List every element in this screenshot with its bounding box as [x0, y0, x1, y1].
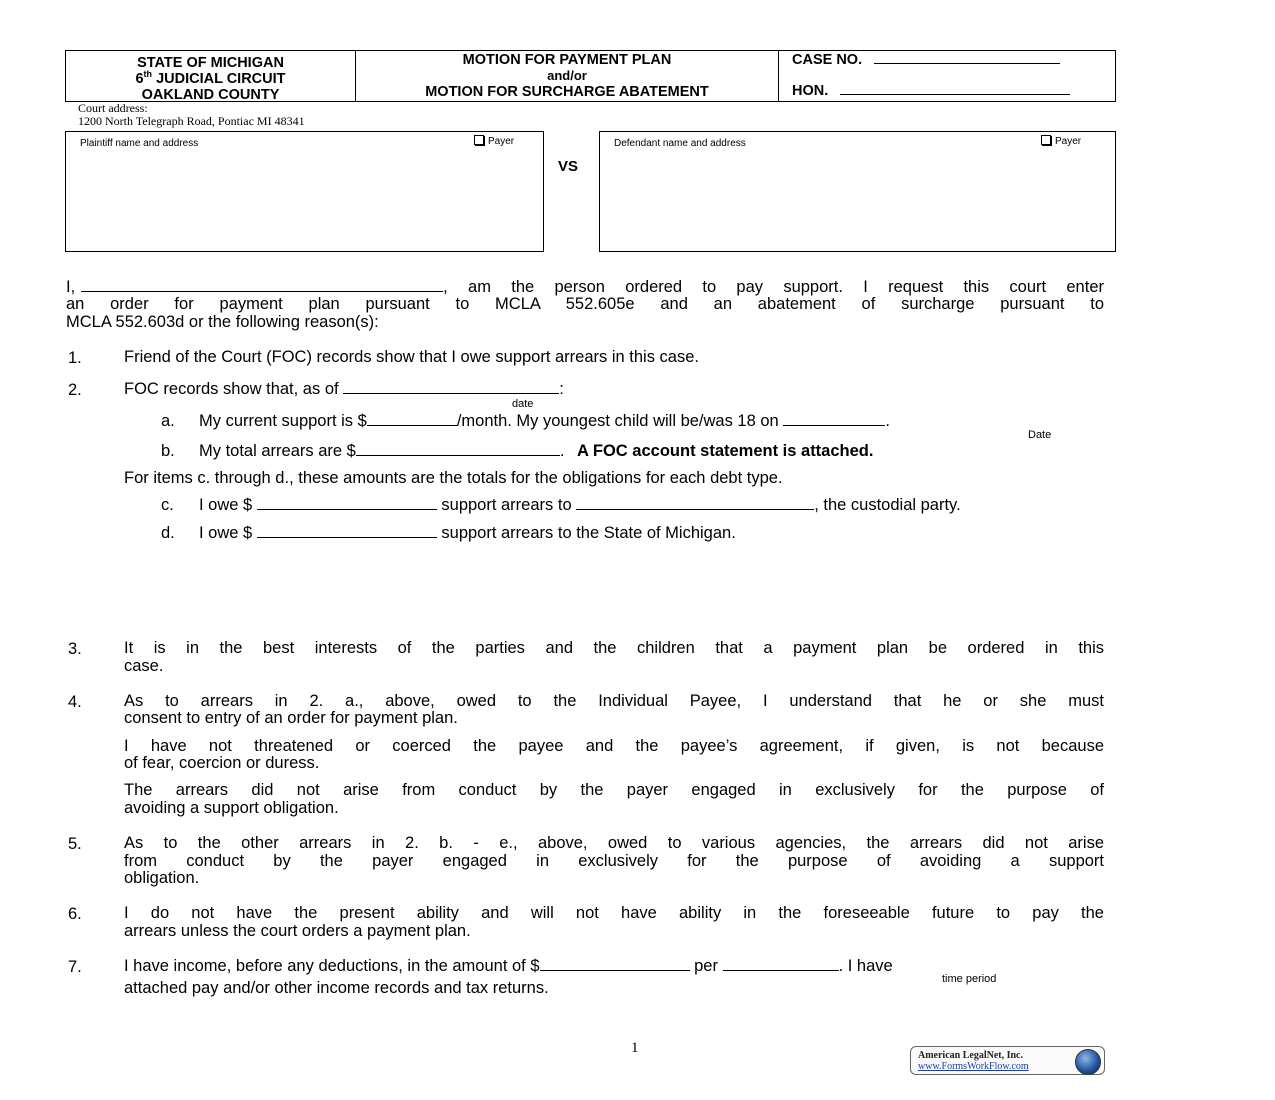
intro-line1: I, , am the person ordered to pay support. I request this court enter	[66, 278, 1104, 296]
item-4-p2-line1: I have not threatened or coerced the payee and the payee’s agreement, if given, is not because	[124, 737, 1104, 755]
county-name: OAKLAND COUNTY	[141, 87, 280, 103]
plaintiff-box[interactable]	[65, 131, 544, 252]
publisher-badge[interactable]	[910, 1046, 1105, 1075]
custodial-party-field[interactable]	[576, 497, 814, 510]
state-arrears-amount-field[interactable]	[257, 525, 437, 538]
publisher-name: American LegalNet, Inc.	[918, 1050, 1023, 1061]
plaintiff-label: Plaintiff name and address	[80, 138, 199, 149]
item-4-p3-line2: avoiding a support obligation.	[124, 799, 339, 817]
total-arrears-field[interactable]	[356, 443, 560, 456]
item-2a-text: My current support is $ /month. My youngest child will be/was 18 on .	[199, 412, 890, 430]
hon-field[interactable]	[840, 82, 1070, 95]
plaintiff-payer	[474, 135, 514, 147]
plaintiff-payer-checkbox[interactable]	[474, 135, 484, 145]
item-4-p1-line1: As to arrears in 2. a., above, owed to the Individual Payee, I understand that he or she must	[124, 692, 1104, 710]
as-of-date-field[interactable]	[343, 381, 559, 394]
item-4-p2-line2: of fear, coercion or duress.	[124, 754, 320, 772]
item-2c-letter: c.	[161, 496, 174, 514]
form-title	[356, 51, 779, 101]
item-3-line2: case.	[124, 657, 164, 675]
item-2d-text: I owe $ support arrears to the State of Michigan.	[199, 524, 736, 542]
current-support-field[interactable]	[367, 413, 457, 426]
item-6-line2: arrears unless the court orders a payment plan.	[124, 922, 471, 940]
vs-label: VS	[558, 158, 579, 175]
item-3-number: 3.	[68, 640, 82, 658]
item-3-line1: It is in the best interests of the parties and the children that a payment plan be ordered in this	[124, 639, 1104, 657]
case-no-field[interactable]	[874, 51, 1060, 64]
defendant-payer	[1041, 135, 1081, 147]
item-7-number: 7.	[68, 958, 82, 976]
item-2c-text: I owe $ support arrears to , the custodial party.	[199, 496, 961, 514]
header-table	[65, 50, 1116, 102]
case-no-row	[792, 51, 1060, 68]
date-caption: date	[512, 398, 534, 410]
intro-line2: an order for payment plan pursuant to MCLA 552.605e and an abatement of surcharge pursuant to	[66, 295, 1104, 313]
defendant-payer-checkbox[interactable]	[1041, 135, 1051, 145]
item-2d-letter: d.	[161, 524, 175, 542]
case-info	[779, 51, 1115, 101]
defendant-payer-label: Payer	[1055, 136, 1082, 147]
item-2a-letter: a.	[161, 412, 175, 430]
defendant-box[interactable]	[599, 131, 1116, 252]
court-address-label: Court address:	[78, 101, 148, 115]
income-amount-field[interactable]	[540, 958, 690, 971]
item-2-text: FOC records show that, as of :	[124, 380, 564, 398]
item-2-number: 2.	[68, 381, 82, 399]
intro-line3: MCLA 552.603d or the following reason(s):	[66, 313, 379, 331]
state-name: STATE OF MICHIGAN	[137, 55, 284, 71]
item-7-line2: attached pay and/or other income records and tax returns.	[124, 979, 549, 997]
item-5-number: 5.	[68, 835, 82, 853]
court-identity	[66, 51, 356, 101]
time-period-caption: time period	[942, 973, 997, 985]
items-cd-note: For items c. through d., these amounts are the totals for the obligations for each debt type.	[124, 469, 783, 487]
item-1-text: Friend of the Court (FOC) records show that I owe support arrears in this case.	[124, 348, 699, 366]
court-address-value: 1200 North Telegraph Road, Pontiac MI 48341	[78, 114, 305, 128]
circuit-name: 6th JUDICIAL CIRCUIT	[135, 69, 286, 87]
form-title-line1: MOTION FOR PAYMENT PLAN	[462, 52, 672, 68]
case-no-label: CASE NO.	[792, 52, 863, 68]
item-5-line1: As to the other arrears in 2. b. - e., above, owed to various agencies, the arrears did not arise	[124, 834, 1104, 852]
item-6-number: 6.	[68, 905, 82, 923]
date-caption-2: Date	[1028, 429, 1052, 441]
item-5-line3: obligation.	[124, 869, 200, 887]
defendant-label: Defendant name and address	[614, 138, 746, 149]
hon-label: HON.	[792, 83, 829, 99]
item-1-number: 1.	[68, 349, 82, 367]
globe-icon	[1075, 1049, 1101, 1075]
item-4-p3-line1: The arrears did not arise from conduct by the payer engaged in exclusively for the purpose of	[124, 781, 1104, 799]
item-4-p1-line2: consent to entry of an order for payment plan.	[124, 709, 458, 727]
publisher-link[interactable]: www.FormsWorkFlow.com	[918, 1061, 1029, 1072]
court-address	[78, 102, 305, 128]
item-5-line2: from conduct by the payer engaged in exclusively for the purpose of avoiding a support	[124, 852, 1104, 870]
form-title-line3: MOTION FOR SURCHARGE ABATEMENT	[425, 84, 709, 100]
foc-statement-note: A FOC account statement is attached.	[577, 442, 874, 460]
page-number: 1	[631, 1040, 639, 1056]
name-field[interactable]	[81, 279, 443, 292]
item-7-line1: I have income, before any deductions, in the amount of $ per . I have	[124, 957, 893, 975]
youngest-child-date-field[interactable]	[783, 413, 885, 426]
item-4-number: 4.	[68, 693, 82, 711]
income-period-field[interactable]	[723, 958, 839, 971]
custodial-arrears-amount-field[interactable]	[257, 497, 437, 510]
item-6-line1: I do not have the present ability and will not have ability in the foreseeable future to pay the	[124, 904, 1104, 922]
item-2b-text: My total arrears are $ . A FOC account statement is attached.	[199, 442, 874, 460]
item-2b-letter: b.	[161, 442, 175, 460]
hon-row	[792, 82, 1070, 99]
form-title-line2: and/or	[547, 68, 587, 83]
plaintiff-payer-label: Payer	[488, 136, 515, 147]
